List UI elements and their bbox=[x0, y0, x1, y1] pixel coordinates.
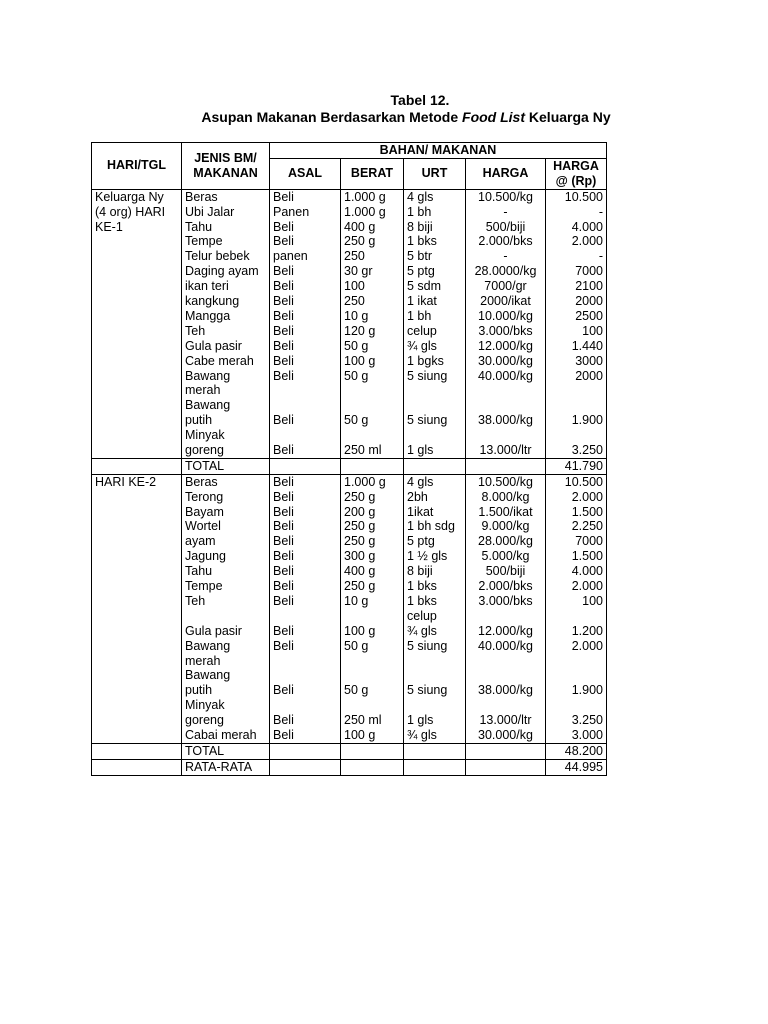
item-name: Cabe merah bbox=[185, 353, 254, 368]
item-harga-at: - bbox=[598, 204, 603, 219]
item-harga-at: 2.000 bbox=[571, 638, 603, 653]
average-value: 44.995 bbox=[546, 759, 607, 775]
item-asal: Beli bbox=[273, 683, 294, 698]
item-asal: Beli bbox=[273, 713, 294, 728]
item-asal: Beli bbox=[273, 323, 294, 338]
item-harga: 12.000/kg bbox=[478, 338, 533, 353]
empty-cell bbox=[270, 458, 341, 474]
item-asal: Beli bbox=[273, 549, 294, 564]
item-name: Tempe bbox=[185, 579, 223, 594]
item-harga: 30.000/kg bbox=[478, 727, 533, 742]
item-asal: Beli bbox=[273, 519, 294, 534]
item-asal: Beli bbox=[273, 593, 294, 608]
item-urt: 1ikat bbox=[407, 504, 434, 519]
item-harga-at: 2.000 bbox=[571, 234, 603, 249]
header-harga-at: HARGA @ (Rp) bbox=[546, 159, 607, 190]
empty-cell bbox=[466, 759, 546, 775]
item-urt: 5 btr bbox=[407, 249, 433, 264]
item-asal: Beli bbox=[273, 534, 294, 549]
item-name: ikan teri bbox=[185, 279, 229, 294]
item-berat: 250 bbox=[344, 294, 365, 309]
item-asal: Beli bbox=[273, 368, 294, 383]
item-harga: 10.500/kg bbox=[478, 474, 533, 489]
item-harga-at: 3000 bbox=[575, 353, 603, 368]
item-harga: - bbox=[503, 204, 508, 219]
day2-col-asal bbox=[270, 474, 341, 743]
item-berat: 50 g bbox=[344, 368, 369, 383]
item-berat: 200 g bbox=[344, 504, 376, 519]
item-urt: 5 ptg bbox=[407, 534, 435, 549]
item-berat: 400 g bbox=[344, 219, 376, 234]
item-harga-at: 4.000 bbox=[571, 219, 603, 234]
item-harga: 2000/ikat bbox=[480, 294, 531, 309]
header-urt: URT bbox=[404, 159, 466, 190]
item-asal: Beli bbox=[273, 279, 294, 294]
item-name: Telur bebek bbox=[185, 249, 250, 264]
item-harga: 2.000/bks bbox=[478, 234, 533, 249]
item-berat: 250 bbox=[344, 249, 365, 264]
item-harga: 38.000/kg bbox=[478, 413, 533, 428]
item-name: Teh bbox=[185, 323, 206, 338]
item-asal: Beli bbox=[273, 413, 294, 428]
day2-label: HARI KE-2 bbox=[92, 474, 182, 743]
item-urt: 1 bks bbox=[407, 579, 437, 594]
item-name: Bawang merah bbox=[185, 368, 231, 398]
header-berat: BERAT bbox=[341, 159, 404, 190]
item-berat: 1.000 g bbox=[344, 189, 386, 204]
caption-italic: Food List bbox=[462, 109, 526, 125]
item-berat: 1.000 g bbox=[344, 204, 386, 219]
item-harga: 40.000/kg bbox=[478, 368, 533, 383]
item-harga-at: 3.250 bbox=[571, 713, 603, 728]
header-asal: ASAL bbox=[270, 159, 341, 190]
item-asal: Beli bbox=[273, 474, 294, 489]
item-berat: 250 ml bbox=[344, 713, 382, 728]
item-urt: 1 bks celup bbox=[407, 593, 437, 623]
empty-cell bbox=[341, 458, 404, 474]
day2-col-berat bbox=[341, 474, 404, 743]
item-name: Gula pasir bbox=[185, 338, 242, 353]
item-berat: 120 g bbox=[344, 323, 376, 338]
item-harga-at: 2000 bbox=[575, 368, 603, 383]
item-urt: 4 gls bbox=[407, 189, 434, 204]
item-harga-at: 1.500 bbox=[571, 549, 603, 564]
item-urt: 1 gls bbox=[407, 713, 434, 728]
item-berat: 50 g bbox=[344, 638, 369, 653]
item-urt: 1 bh bbox=[407, 204, 432, 219]
item-harga: 28.0000/kg bbox=[474, 264, 537, 279]
day2-total-label: TOTAL bbox=[182, 743, 270, 759]
item-harga-at: 2000 bbox=[575, 294, 603, 309]
empty-cell bbox=[270, 759, 341, 775]
empty-cell bbox=[270, 743, 341, 759]
day2-col-harga_at bbox=[546, 474, 607, 743]
item-urt: 5 siung bbox=[407, 683, 448, 698]
day2-col-name bbox=[182, 474, 270, 743]
item-urt: 5 sdm bbox=[407, 279, 442, 294]
item-name: Tempe bbox=[185, 234, 223, 249]
item-harga: 7000/gr bbox=[484, 279, 527, 294]
item-harga-at: 2100 bbox=[575, 279, 603, 294]
item-berat: 1.000 g bbox=[344, 474, 386, 489]
item-name: Cabai merah bbox=[185, 728, 257, 742]
item-urt: 1 bgks bbox=[407, 353, 444, 368]
item-name: Tahu bbox=[185, 564, 213, 579]
item-berat: 400 g bbox=[344, 564, 376, 579]
item-name: ayam bbox=[185, 534, 216, 549]
item-asal: Beli bbox=[273, 442, 294, 457]
item-name: Bawang putih bbox=[185, 668, 231, 698]
item-asal: Beli bbox=[273, 189, 294, 204]
item-harga: 5.000/kg bbox=[481, 549, 530, 564]
day2-col-urt bbox=[404, 474, 466, 743]
item-berat: 100 g bbox=[344, 623, 376, 638]
food-list-table bbox=[91, 142, 607, 776]
item-harga: - bbox=[503, 249, 508, 264]
item-harga: 1.500/ikat bbox=[478, 504, 533, 519]
table-caption-title bbox=[0, 109, 768, 126]
item-harga: 40.000/kg bbox=[478, 638, 533, 653]
item-urt: 5 ptg bbox=[407, 264, 435, 279]
item-harga-at: 1.200 bbox=[571, 623, 603, 638]
item-asal: Beli bbox=[273, 504, 294, 519]
header-harga: HARGA bbox=[466, 159, 546, 190]
item-asal: Panen bbox=[273, 204, 310, 219]
item-harga-at: 10.500 bbox=[564, 474, 603, 489]
item-harga: 8.000/kg bbox=[481, 489, 530, 504]
empty-cell bbox=[92, 743, 182, 759]
day1-col-asal bbox=[270, 189, 341, 458]
item-harga: 10.000/kg bbox=[478, 308, 533, 323]
empty-cell bbox=[92, 458, 182, 474]
item-asal: Beli bbox=[273, 308, 294, 323]
item-berat: 250 g bbox=[344, 234, 376, 249]
item-urt: 1 bh bbox=[407, 308, 432, 323]
item-name: Ubi Jalar bbox=[185, 204, 235, 219]
item-harga: 3.000/bks bbox=[478, 593, 533, 608]
item-asal: Beli bbox=[273, 564, 294, 579]
item-asal: Beli bbox=[273, 219, 294, 234]
item-harga: 10.500/kg bbox=[478, 189, 533, 204]
item-harga-at: 10.500 bbox=[564, 189, 603, 204]
header-hari-tgl: HARI/TGL bbox=[92, 143, 182, 190]
item-harga-at: 1.440 bbox=[571, 338, 603, 353]
item-urt: 5 siung bbox=[407, 368, 448, 383]
item-harga-at: 7000 bbox=[575, 264, 603, 279]
header-bahan: BAHAN/ MAKANAN bbox=[270, 143, 607, 159]
item-harga-at: 100 bbox=[582, 323, 603, 338]
item-berat: 50 g bbox=[344, 683, 369, 698]
item-harga: 12.000/kg bbox=[478, 623, 533, 638]
item-urt: 1 ikat bbox=[407, 294, 437, 309]
item-name: Minyak goreng bbox=[185, 428, 225, 457]
item-harga: 3.000/bks bbox=[478, 323, 533, 338]
item-berat: 300 g bbox=[344, 549, 376, 564]
item-berat: 100 bbox=[344, 279, 365, 294]
item-asal: Beli bbox=[273, 623, 294, 638]
item-urt: ¾ gls bbox=[407, 623, 437, 638]
empty-cell bbox=[341, 743, 404, 759]
empty-cell bbox=[404, 458, 466, 474]
day1-col-berat bbox=[341, 189, 404, 458]
item-harga-at: 2500 bbox=[575, 308, 603, 323]
item-harga: 28.000/kg bbox=[478, 534, 533, 549]
item-asal: Beli bbox=[273, 294, 294, 309]
item-berat: 100 g bbox=[344, 727, 376, 742]
item-urt: 8 biji bbox=[407, 564, 433, 579]
item-harga: 500/biji bbox=[485, 219, 526, 234]
item-urt: 1 ½ gls bbox=[407, 549, 448, 564]
item-harga-at: 7000 bbox=[575, 534, 603, 549]
item-harga-at: 2.250 bbox=[571, 519, 603, 534]
item-berat: 250 g bbox=[344, 579, 376, 594]
item-asal: Beli bbox=[273, 234, 294, 249]
item-harga: 13.000/ltr bbox=[479, 442, 532, 457]
empty-cell bbox=[341, 759, 404, 775]
item-asal: Beli bbox=[273, 727, 294, 742]
item-harga-at: 2.000 bbox=[571, 579, 603, 594]
item-urt: ¾ gls bbox=[407, 727, 437, 742]
item-harga-at: 1.900 bbox=[571, 683, 603, 698]
item-harga-at: 3.000 bbox=[571, 727, 603, 742]
item-name: Beras bbox=[185, 189, 218, 204]
item-berat: 250 g bbox=[344, 519, 376, 534]
item-asal: Beli bbox=[273, 338, 294, 353]
item-urt: 5 siung bbox=[407, 413, 448, 428]
item-harga-at: 100 bbox=[582, 593, 603, 608]
item-name: Bawang putih bbox=[185, 398, 231, 428]
table-caption-number: Tabel 12. bbox=[390, 92, 450, 108]
item-harga: 38.000/kg bbox=[478, 683, 533, 698]
item-berat: 50 g bbox=[344, 413, 369, 428]
item-name: Jagung bbox=[185, 549, 227, 564]
day1-col-harga bbox=[466, 189, 546, 458]
item-urt: 1 gls bbox=[407, 442, 434, 457]
item-berat: 50 g bbox=[344, 338, 369, 353]
day1-total-value: 41.790 bbox=[546, 458, 607, 474]
item-urt: 1 bks bbox=[407, 234, 437, 249]
item-urt: 2bh bbox=[407, 489, 428, 504]
item-name: Minyak goreng bbox=[185, 698, 225, 728]
header-jenis: JENIS BM/ MAKANAN bbox=[182, 143, 270, 190]
item-name: Wortel bbox=[185, 519, 221, 534]
item-berat: 250 g bbox=[344, 534, 376, 549]
caption-suffix: Keluarga Ny bbox=[525, 109, 611, 125]
item-urt: celup bbox=[407, 323, 437, 338]
item-harga-at: 4.000 bbox=[571, 564, 603, 579]
item-berat: 250 ml bbox=[344, 442, 382, 457]
item-asal: Beli bbox=[273, 489, 294, 504]
item-harga-at: 1.900 bbox=[571, 413, 603, 428]
item-name: Beras bbox=[185, 474, 218, 489]
item-name: kangkung bbox=[185, 294, 240, 309]
item-harga: 500/biji bbox=[485, 564, 526, 579]
empty-cell bbox=[466, 743, 546, 759]
item-name: Bayam bbox=[185, 504, 224, 519]
empty-cell bbox=[92, 759, 182, 775]
item-berat: 10 g bbox=[344, 593, 369, 608]
item-name: Bawang merah bbox=[185, 638, 231, 668]
item-name: Terong bbox=[185, 489, 224, 504]
item-name: Gula pasir bbox=[185, 623, 242, 638]
day2-col-harga bbox=[466, 474, 546, 743]
item-name: Teh bbox=[185, 593, 206, 608]
average-label: RATA-RATA bbox=[182, 759, 270, 775]
item-harga: 2.000/bks bbox=[478, 579, 533, 594]
item-harga-at: 3.250 bbox=[571, 442, 603, 457]
item-name: Daging ayam bbox=[185, 264, 259, 279]
item-urt: 4 gls bbox=[407, 474, 434, 489]
day1-col-harga_at bbox=[546, 189, 607, 458]
item-asal: panen bbox=[273, 249, 308, 264]
item-berat: 250 g bbox=[344, 489, 376, 504]
item-urt: 1 bh sdg bbox=[407, 519, 455, 534]
item-berat: 100 g bbox=[344, 353, 376, 368]
item-harga-at: 2.000 bbox=[571, 489, 603, 504]
day1-label: Keluarga Ny (4 org) HARI KE-1 bbox=[92, 189, 182, 458]
item-urt: 8 biji bbox=[407, 219, 433, 234]
day2-total-value: 48.200 bbox=[546, 743, 607, 759]
item-berat: 10 g bbox=[344, 308, 369, 323]
day1-col-urt bbox=[404, 189, 466, 458]
item-asal: Beli bbox=[273, 579, 294, 594]
item-urt: 5 siung bbox=[407, 638, 448, 653]
item-harga: 9.000/kg bbox=[481, 519, 530, 534]
item-harga-at: - bbox=[598, 249, 603, 264]
empty-cell bbox=[466, 458, 546, 474]
empty-cell bbox=[404, 743, 466, 759]
item-asal: Beli bbox=[273, 264, 294, 279]
empty-cell bbox=[404, 759, 466, 775]
item-asal: Beli bbox=[273, 353, 294, 368]
item-harga: 13.000/ltr bbox=[479, 713, 532, 728]
day1-col-name bbox=[182, 189, 270, 458]
item-name: Tahu bbox=[185, 219, 213, 234]
table-body bbox=[92, 189, 607, 775]
caption-prefix: Asupan Makanan Berdasarkan Metode bbox=[201, 109, 463, 125]
item-asal: Beli bbox=[273, 638, 294, 653]
item-berat: 30 gr bbox=[344, 264, 373, 279]
item-harga-at: 1.500 bbox=[571, 504, 603, 519]
day1-total-label: TOTAL bbox=[182, 458, 270, 474]
item-name: Mangga bbox=[185, 308, 231, 323]
item-urt: ¾ gls bbox=[407, 338, 437, 353]
item-harga: 30.000/kg bbox=[478, 353, 533, 368]
